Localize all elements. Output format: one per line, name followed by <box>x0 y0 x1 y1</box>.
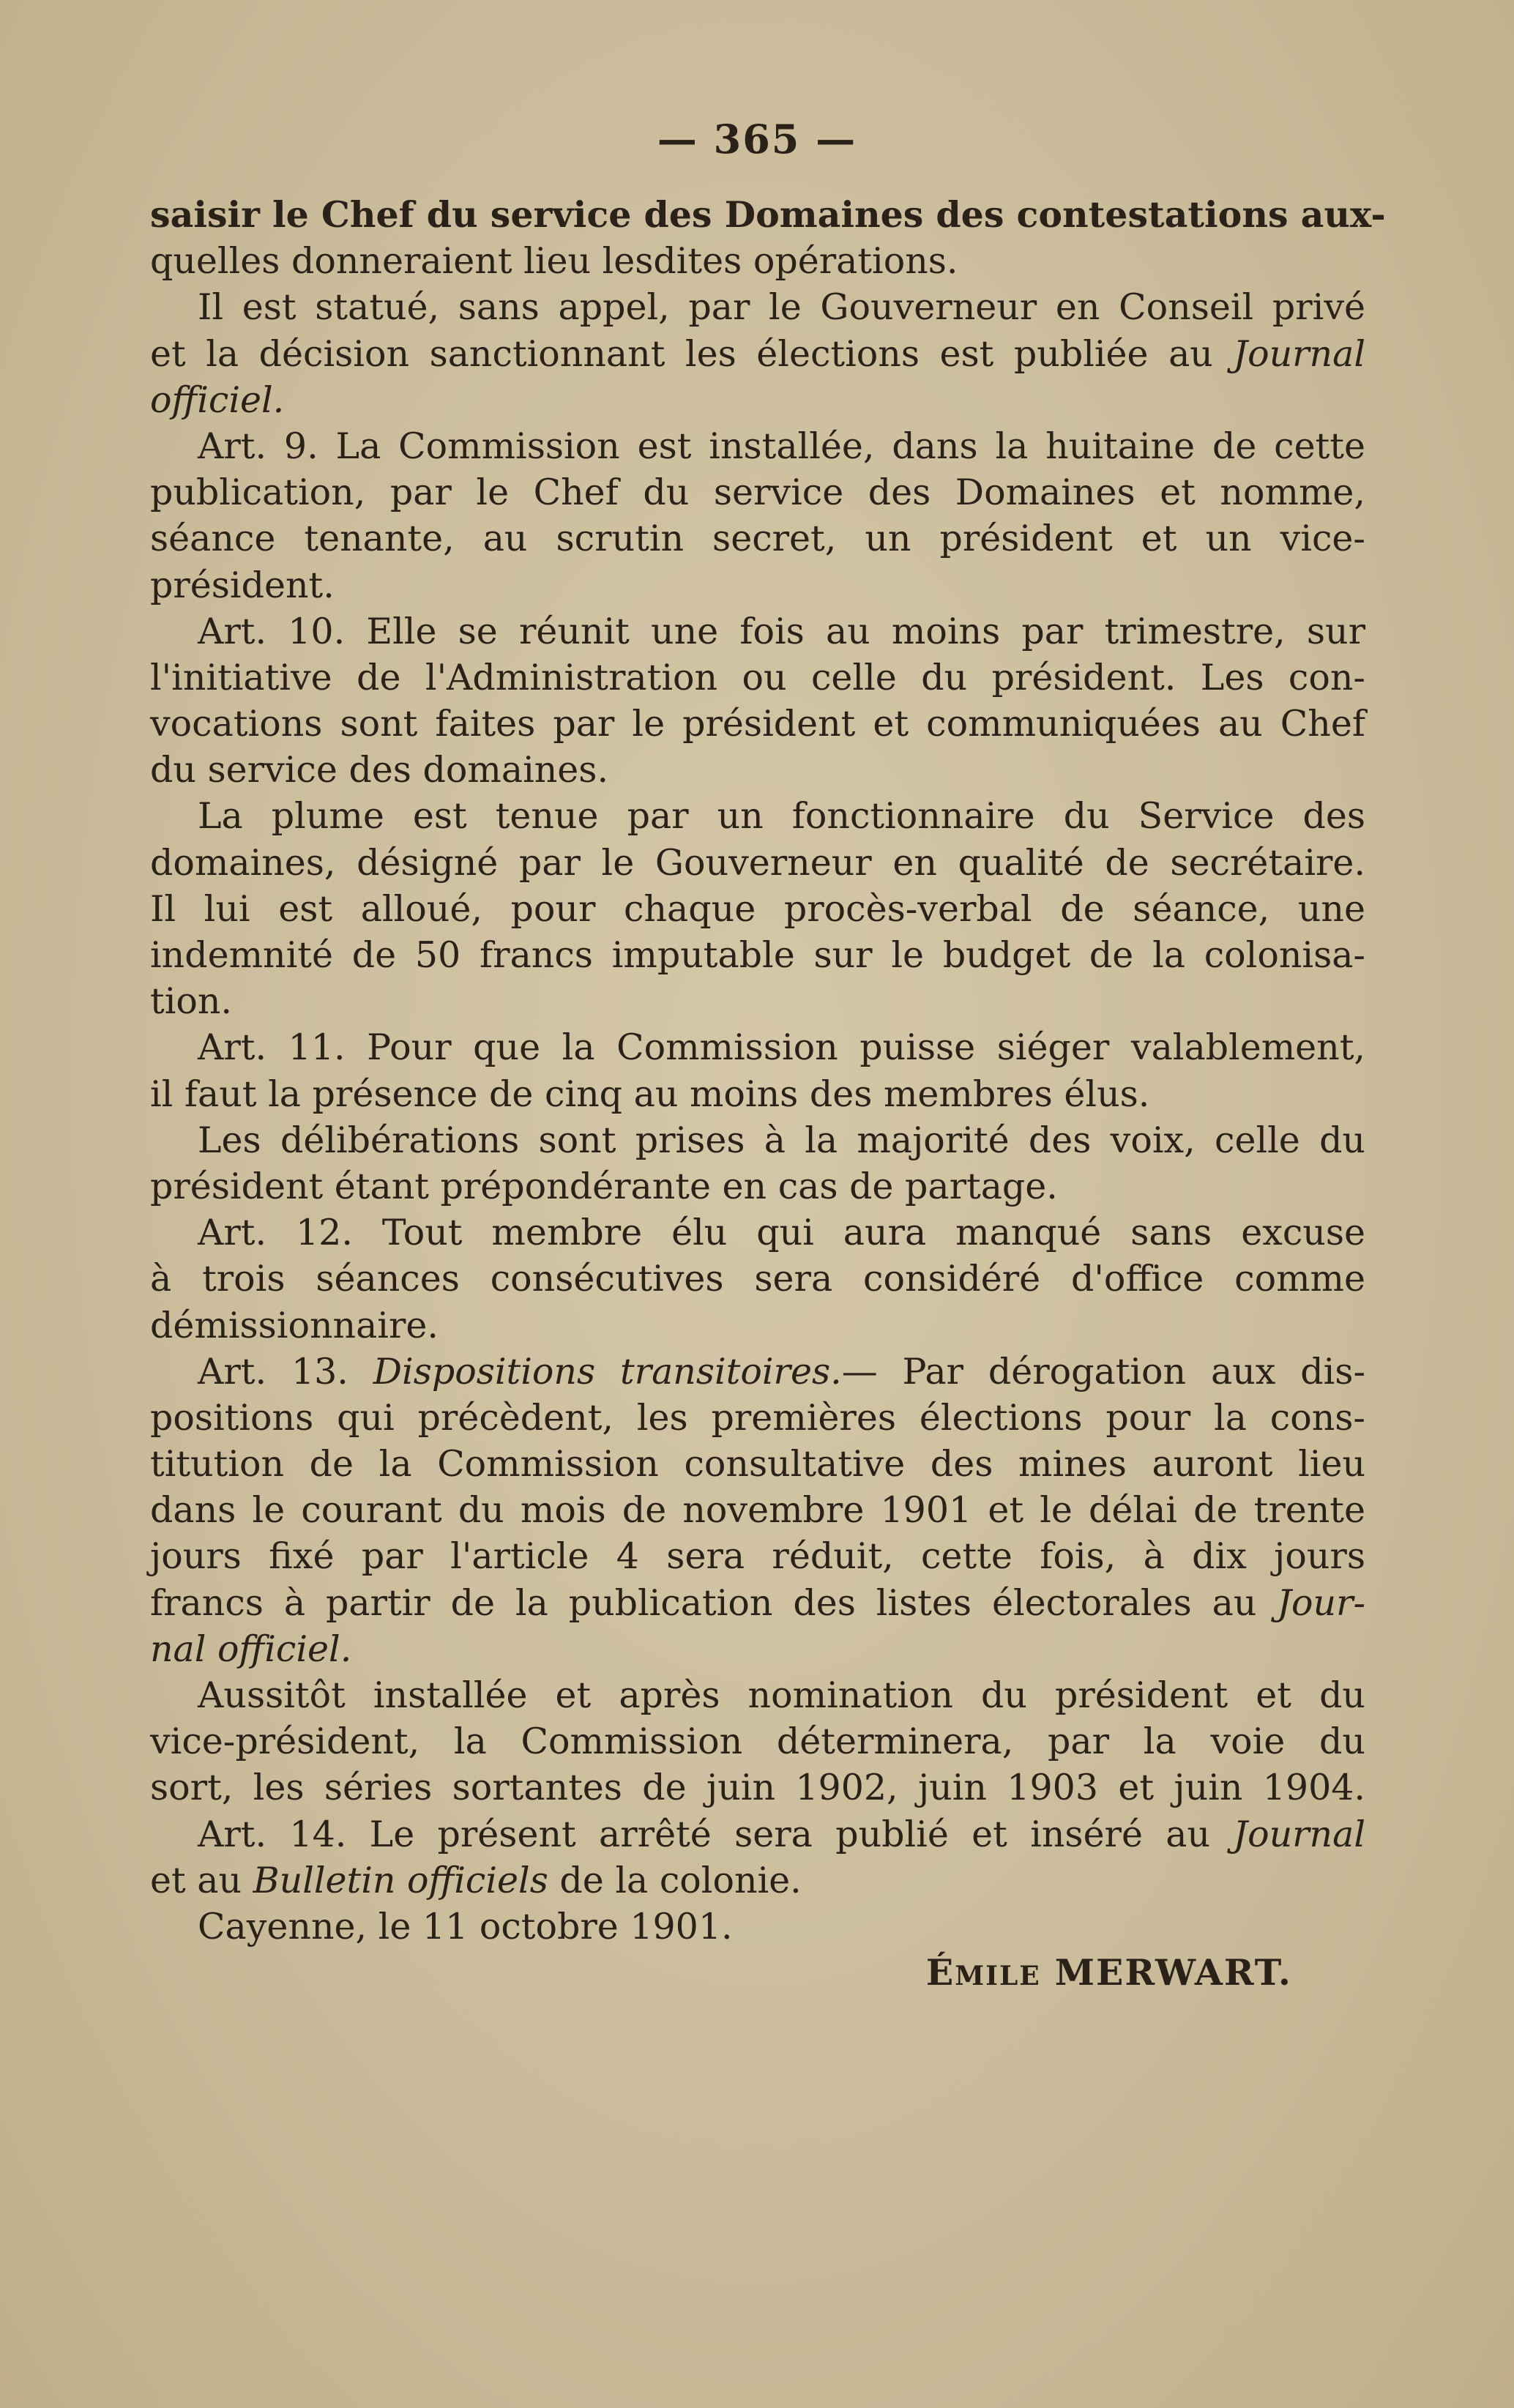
text-line: publication, par le Chef du service des Domaines et nomme, <box>150 471 1365 514</box>
text-line: titution de la Commission consultative des mines auront lieu <box>150 1443 1365 1486</box>
signature-first-name: MILE <box>955 1961 1041 1992</box>
text-line: Il est statué, sans appel, par le Gouverneur en Conseil privé <box>198 286 1365 329</box>
body-text <box>150 192 1386 1996</box>
text-line: Les délibérations sont prises à la majorité des voix, celle du <box>198 1119 1365 1161</box>
text-line: Art. 14. Le présent arrêté sera publié et inséré au Journal <box>198 1813 1365 1855</box>
text-line: à trois séances consécutives sera considéré d'office comme <box>150 1258 1365 1300</box>
text-line: Art. 13. Dispositions transitoires.— Par dérogation aux dis- <box>198 1350 1366 1393</box>
text-line: et au Bulletin officiels de la colonie. <box>150 1859 802 1901</box>
text-line: démissionnaire. <box>150 1304 439 1346</box>
text-line: Art. 12. Tout membre élu qui aura manqué sans excuse <box>198 1212 1365 1254</box>
text-line: dans le courant du mois de novembre 1901 et le délai de trente <box>150 1489 1365 1532</box>
text-line: Aussitôt installée et après nomination du président et du <box>198 1674 1365 1716</box>
text-line: quelles donneraient lieu lesdites opérations. <box>150 240 958 283</box>
text-line: Art. 9. La Commission est installée, dans la huitaine de cette <box>198 425 1365 467</box>
text-line: Art. 11. Pour que la Commission puisse siéger valablement, <box>198 1026 1365 1069</box>
page-number: — 365 — <box>657 116 857 163</box>
text-line: nal officiel. <box>150 1628 352 1670</box>
text-line: et la décision sanctionnant les élections est publiée au Journal <box>150 332 1365 375</box>
text-line: Art. 10. Elle se réunit une fois au moins par trimestre, sur <box>198 610 1365 652</box>
text-line: officiel. <box>150 379 285 421</box>
text-line: saisir le Chef du service des Domaines des contestations aux- <box>150 193 1386 236</box>
text-line: vice-président, la Commission déterminera, par la voie du <box>150 1721 1365 1763</box>
signature-initial: É <box>925 1951 955 1994</box>
text-line: il faut la présence de cinq au moins des membres élus. <box>150 1073 1150 1115</box>
text-line: Cayenne, le 11 octobre 1901. <box>198 1905 733 1947</box>
text-line: président. <box>150 564 335 606</box>
signature <box>150 1950 1365 1996</box>
text-line: positions qui précèdent, les premières élections pour la cons- <box>150 1396 1365 1439</box>
text-line: sort, les séries sortantes de juin 1902, juin 1903 et juin 1904. <box>150 1767 1365 1809</box>
text-line: jours fixé par l'article 4 sera réduit, cette fois, à dix jours <box>150 1535 1365 1578</box>
signature-surname: MERWART. <box>1040 1951 1292 1994</box>
text-line: l'initiative de l'Administration ou celle du président. Les con- <box>150 656 1365 698</box>
text-line: président étant prépondérante en cas de partage. <box>150 1165 1058 1207</box>
text-line: tion. <box>150 980 232 1023</box>
text-line: vocations sont faites par le président et communiquées au Chef <box>150 703 1365 745</box>
text-line: indemnité de 50 francs imputable sur le budget de la colonisa- <box>150 934 1365 976</box>
text-line: francs à partir de la publication des listes électorales au Jour- <box>150 1581 1365 1624</box>
text-line: La plume est tenue par un fonctionnaire du Service des <box>198 795 1365 838</box>
text-line: séance tenante, au scrutin secret, un président et un vice- <box>150 518 1365 560</box>
text-line: Il lui est alloué, pour chaque procès-verbal de séance, une <box>150 887 1365 930</box>
text-line: du service des domaines. <box>150 749 609 791</box>
text-line: domaines, désigné par le Gouverneur en qualité de secrétaire. <box>150 841 1365 884</box>
